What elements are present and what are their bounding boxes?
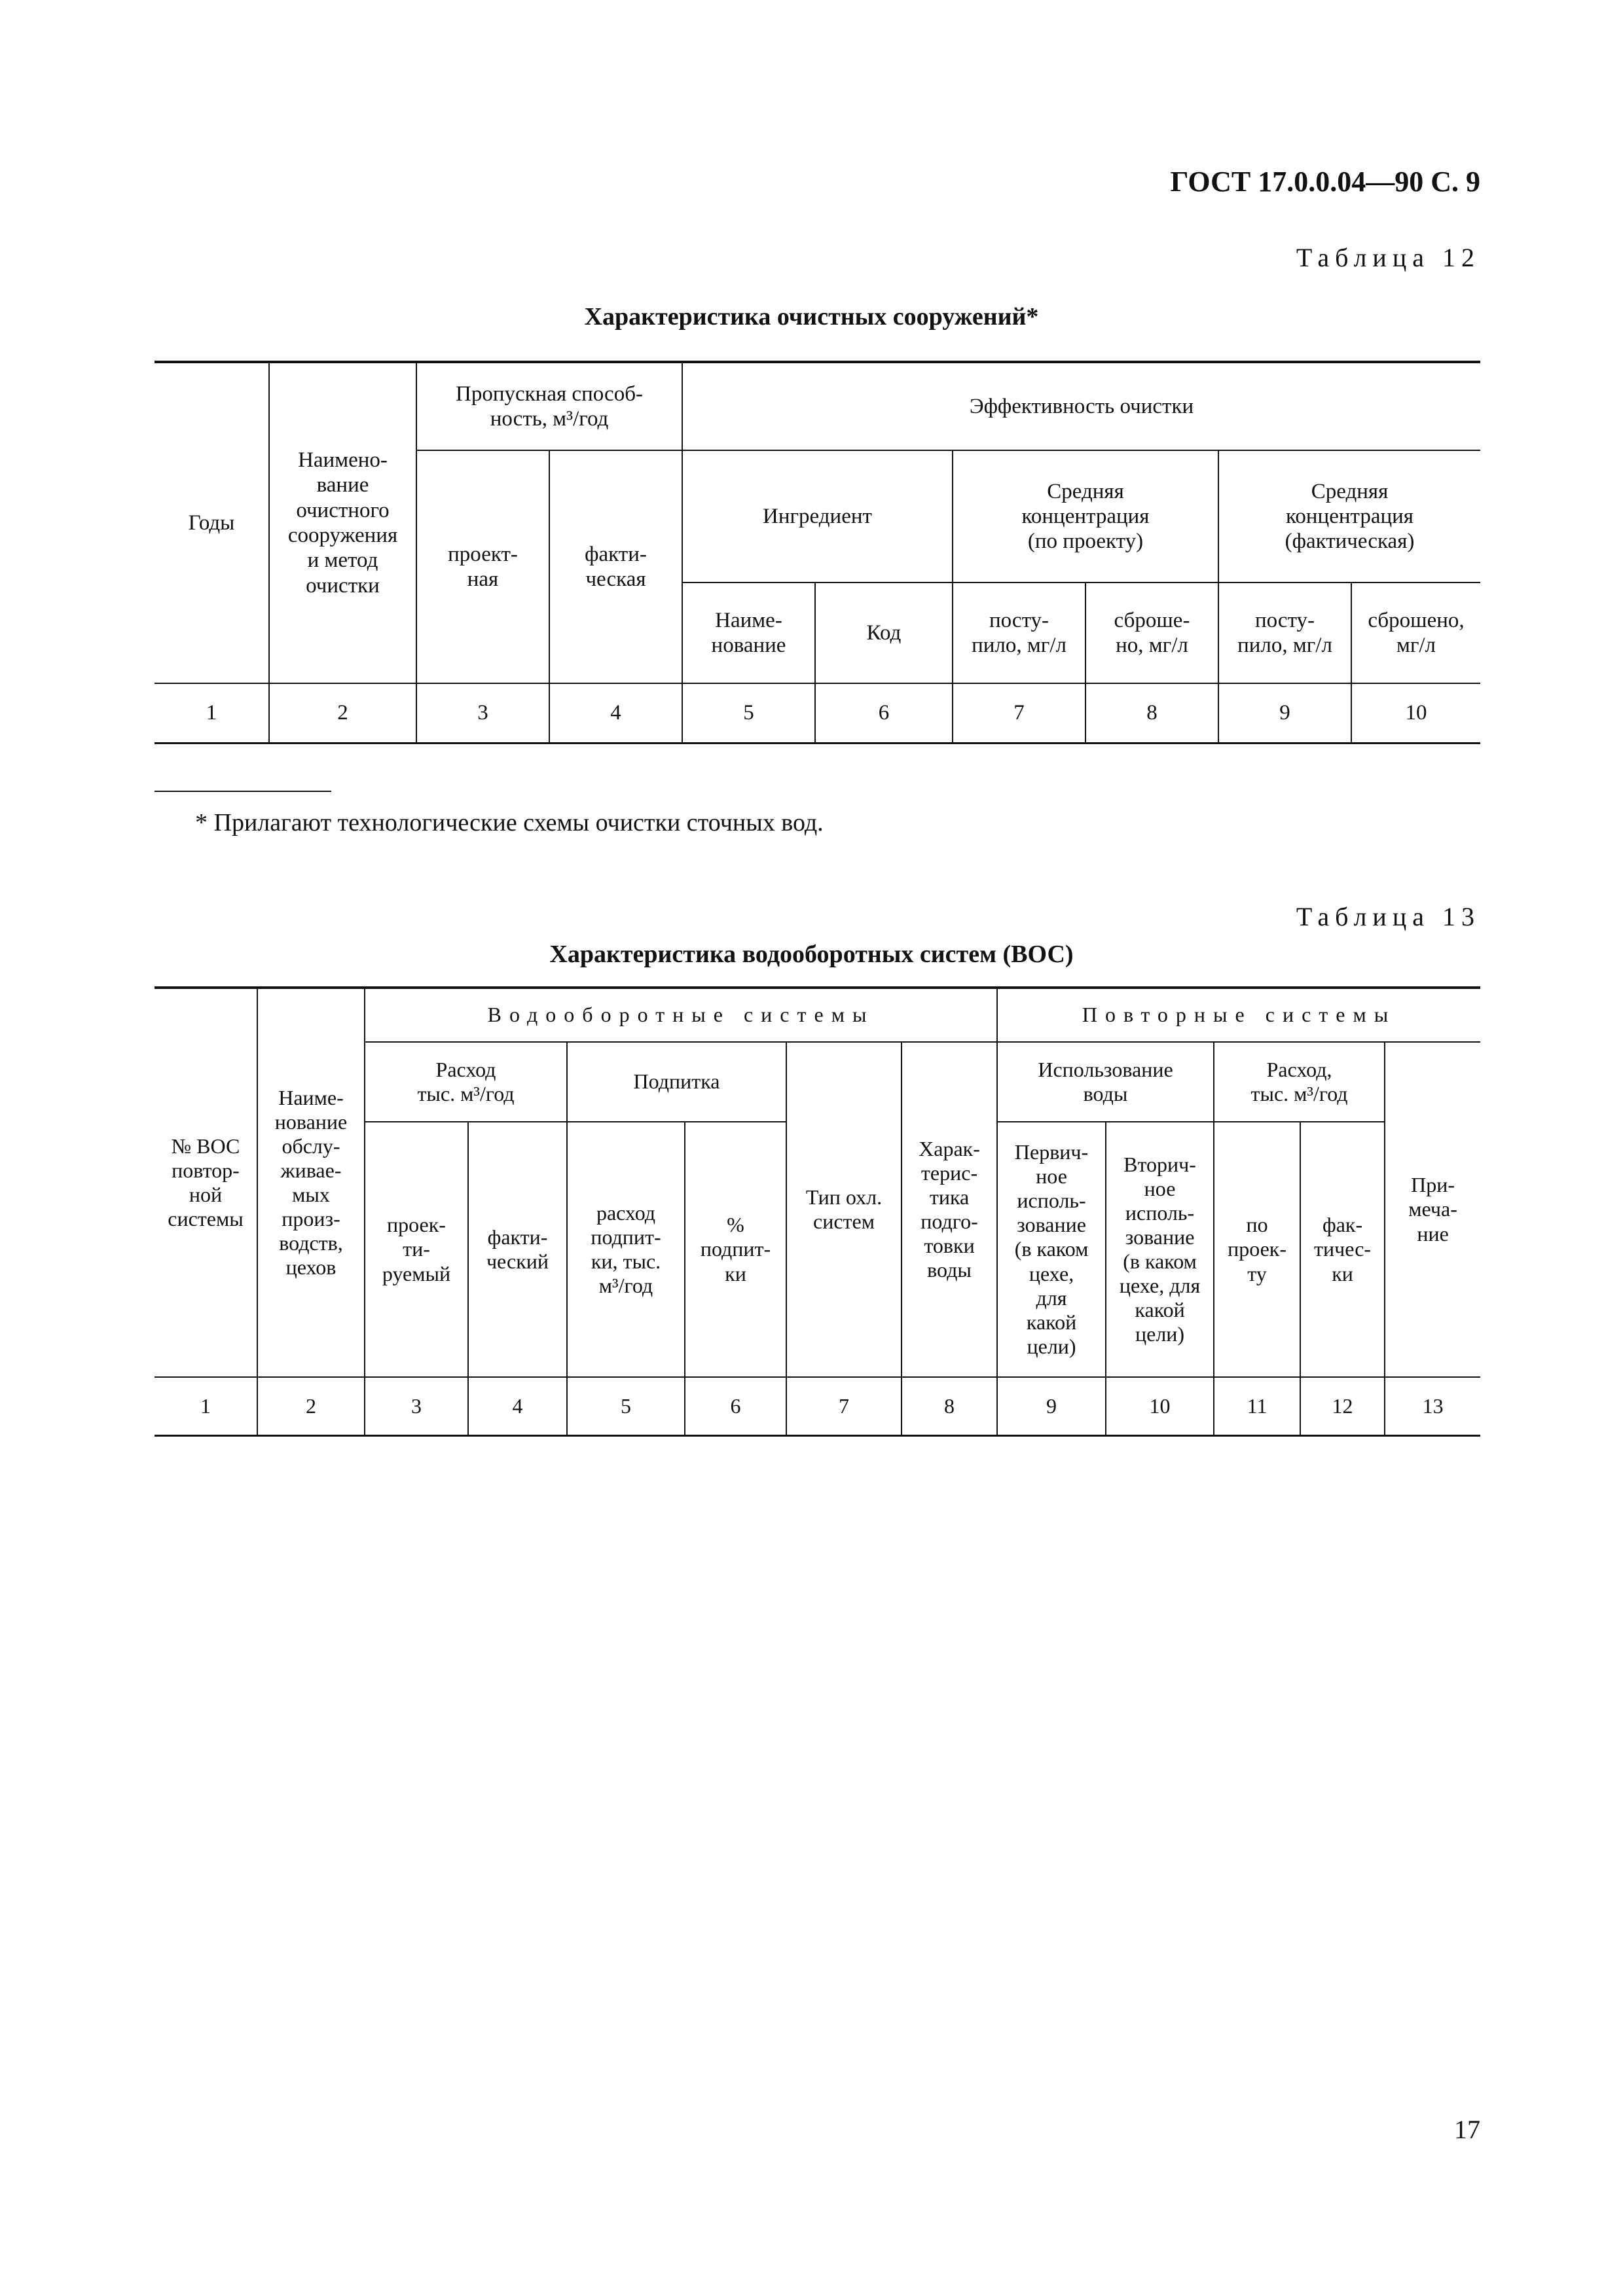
table-13-label: Таблица 13 [1296,902,1480,931]
table-13 [155,986,1480,1437]
column-number: 6 [685,1377,786,1436]
column-number: 5 [567,1377,685,1436]
table-12 [155,361,1480,744]
col-header-capacity-actual: факти- ческая [549,450,682,683]
col-header-treatment-characteristic: Харак- терис- тика подго- товки воды [902,1042,997,1377]
column-number: 10 [1351,683,1480,744]
col-header-actual: фак- тичес- ки [1300,1122,1385,1377]
col-header-makeup: Подпитка [567,1042,786,1122]
col-header-capacity-projected: проект- ная [416,450,549,683]
column-number: 11 [1214,1377,1300,1436]
table-12-label: Таблица 12 [1296,243,1480,272]
footnote: * Прилагают технологические схемы очистки сточных вод. [195,809,824,836]
col-header-note: При- меча- ние [1385,1042,1480,1377]
column-number: 2 [269,683,416,744]
footnote-divider [155,791,331,792]
column-number: 12 [1300,1377,1385,1436]
col-header-discharge-project: сброше- но, мг/л [1085,583,1218,683]
column-number: 4 [468,1377,567,1436]
column-number: 8 [1085,683,1218,744]
col-header-water-use: Использование воды [997,1042,1214,1122]
col-header-facility-name-method: Наимено- вание очистного сооружения и метод очистки [269,362,416,683]
col-header-avg-conc-actual: Средняя концентрация (фактическая) [1218,450,1480,583]
column-number: 13 [1385,1377,1480,1436]
col-header-inflow-actual: посту- пило, мг/л [1218,583,1351,683]
column-number: 7 [953,683,1085,744]
column-number: 10 [1106,1377,1214,1436]
column-number: 7 [786,1377,902,1436]
column-number: 1 [155,683,269,744]
col-header-discharge-actual: сброшено, мг/л [1351,583,1480,683]
column-number: 2 [257,1377,365,1436]
col-header-primary-use: Первич- ное исполь- зование (в каком цехе, для какой цели) [997,1122,1106,1377]
column-number: 4 [549,683,682,744]
col-header-circulating-systems: Водооборотные системы [365,988,997,1042]
table-12-title: Характеристика очистных сооружений* [584,303,1039,331]
column-number: 6 [815,683,953,744]
column-number: 3 [365,1377,468,1436]
col-header-flow: Расход тыс. м³/год [365,1042,567,1122]
col-header-inflow-project: посту- пило, мг/л [953,583,1085,683]
col-header-repeat-flow: Расход, тыс. м³/год [1214,1042,1385,1122]
column-number: 3 [416,683,549,744]
table-13-title: Характеристика водооборотных систем (ВОС) [549,941,1074,968]
table-12-column-numbers [155,683,1480,744]
table-13-column-numbers [155,1377,1480,1436]
col-header-capacity: Пропускная способ- ность, м³/год [416,362,682,450]
col-header-ingredient-code: Код [815,583,953,683]
column-number: 8 [902,1377,997,1436]
column-number: 1 [155,1377,257,1436]
column-number: 9 [1218,683,1351,744]
col-header-by-project: по проек- ту [1214,1122,1300,1377]
col-header-repeat-systems: Повторные системы [997,988,1480,1042]
col-header-years: Годы [155,362,269,683]
document-header: ГОСТ 17.0.0.04—90 С. 9 [1170,166,1480,198]
col-header-flow-actual: факти- ческий [468,1122,567,1377]
col-header-ingredient: Ингредиент [682,450,953,583]
col-header-secondary-use: Вторич- ное исполь- зование (в каком цехе, для какой цели) [1106,1122,1214,1377]
page-number: 17 [1454,2115,1480,2144]
col-header-flow-projected: проек- ти- руемый [365,1122,468,1377]
col-header-voc-number: № ВОС повтор- ной системы [155,988,257,1377]
column-number: 9 [997,1377,1106,1436]
column-number: 5 [682,683,815,744]
col-header-served-workshops: Наиме- нование обслу- живае- мых произ- водств, цехов [257,988,365,1377]
col-header-ingredient-name: Наиме- нование [682,583,815,683]
col-header-cooling-type: Тип охл. систем [786,1042,902,1377]
col-header-efficiency: Эффективность очистки [682,362,1480,450]
col-header-makeup-percent: % подпит- ки [685,1122,786,1377]
col-header-makeup-flow: расход подпит- ки, тыс. м³/год [567,1122,685,1377]
col-header-avg-conc-project: Средняя концентрация (по проекту) [953,450,1218,583]
